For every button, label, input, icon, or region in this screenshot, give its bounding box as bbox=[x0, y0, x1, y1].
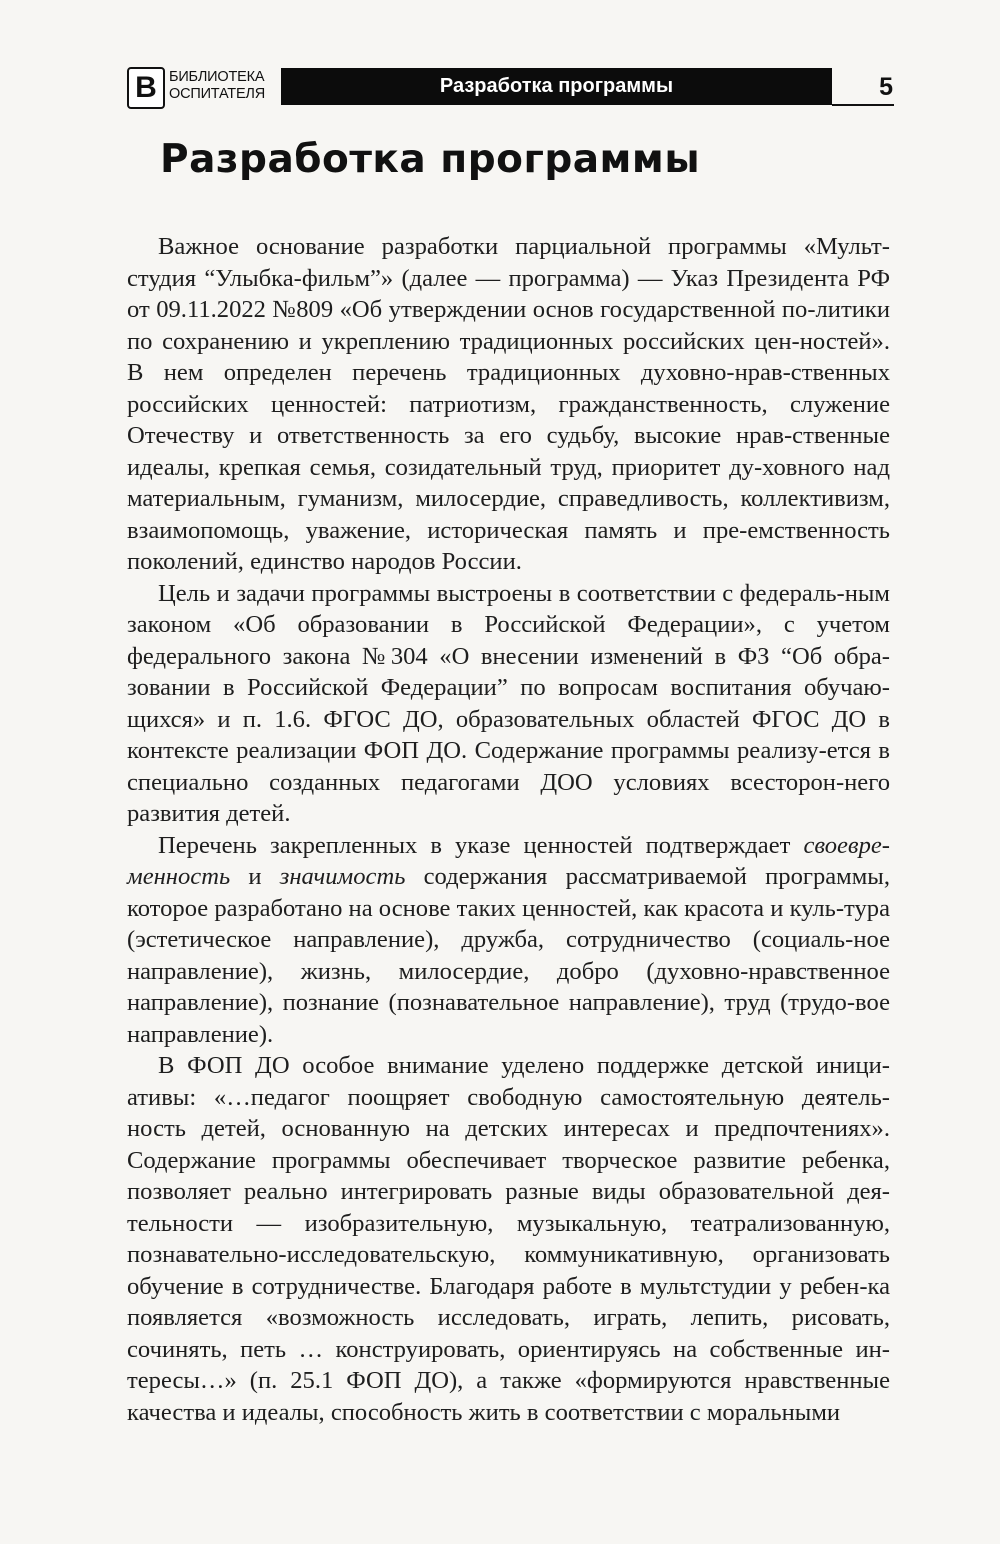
running-header bbox=[127, 67, 894, 107]
emphasis-significance: значимость bbox=[279, 863, 406, 890]
series-name bbox=[169, 69, 281, 103]
section-title: Разработка программы bbox=[160, 137, 701, 182]
paragraph-2: Цель и задачи программы выстроены в соответствии с федераль-ным законом «Об образовании в Российской Федерации», с учетом федерального закона №304 «О внесении изменений в ФЗ “Об обра-зовании в Российской Федерации” по вопросам воспитания обучаю-щихся» и п. 1.6. ФГОС ДО, образовательных областей ФГОС ДО в контексте реализации ФОП ДО. Содержание программы реализу-ется в специально созданных педагогами ДОО условиях всесторон-него развития детей. bbox=[127, 579, 890, 827]
page-number: 5 bbox=[879, 73, 893, 101]
paragraph-4: В ФОП ДО особое внимание уделено поддержке детской иници-ативы: «…педагог поощряет свободную самостоятельную деятель-ность детей, основанную на детских интересах и предпочтениях». Содержание программы обеспечивает творческое развитие ребенка, позволяет реально интегрировать разные виды образовательной дея-тельности — изобразительную, музыкальную, театрализованную, познавательно-исследовательскую, коммуникативную, организовать обучение в сотрудничестве. Благодаря работе в мультстудии у ребен-ка появляется «возможность исследовать, играть, лепить, рисовать, сочинять, петь … конструировать, ориентируясь на собственные ин-тересы…» (п. 25.1 ФОП ДО), а также «формируются нравственные качества и идеалы, способность жить в соответствии с моральными bbox=[127, 1052, 890, 1426]
paragraph-3-start: Перечень закрепленных в указе ценностей подтверждает bbox=[158, 831, 804, 859]
header-title-bar bbox=[281, 68, 832, 105]
series-name-line1: БИБЛИОТЕКА bbox=[169, 69, 265, 85]
paragraph-1: Важное основание разработки парциальной программы «Мульт-студия “Улыбка-фильм”» (далее — программа) — Указ Президента РФ от 09.11.2022 №809 «Об утверждении основ государственной по-литики по сохранению и укреплению традиционных российских цен-ностей». В нем определен перечень традиционных духовно-нрав-ственных российских ценностей: патриотизм, гражданственность, служение Отечеству и ответственность за его судьбу, высокие нрав-ственные идеалы, крепкая семья, созидательный труд, приоритет ду-ховного над материальным, гуманизм, милосердие, справедливость, коллективизм, взаимопомощь, уважение, историческая память и пре-емственность поколений, единство народов России. bbox=[127, 233, 890, 575]
body-text bbox=[127, 231, 890, 1428]
running-title: Разработка программы bbox=[439, 75, 674, 97]
logo-letter-icon: B bbox=[127, 67, 165, 109]
paragraph-3-mid: и bbox=[230, 863, 280, 890]
series-name-line2: ОСПИТАТЕЛЯ bbox=[169, 86, 266, 102]
series-logo bbox=[127, 67, 279, 107]
paragraph-3-end: содержания рассматриваемой программы, которое разработано на основе таких ценностей, как красота и куль-тура (эстетическое направление), дружба, сотрудничество (социаль-ное направление), жизнь, милосердие, добро (духовно-нравственное направление), познание (познавательное направление), труд (трудо-вое направление). bbox=[127, 863, 890, 1048]
emphasis-timeliness: своевре-менность bbox=[127, 831, 890, 890]
paragraph-3 bbox=[127, 830, 890, 1051]
